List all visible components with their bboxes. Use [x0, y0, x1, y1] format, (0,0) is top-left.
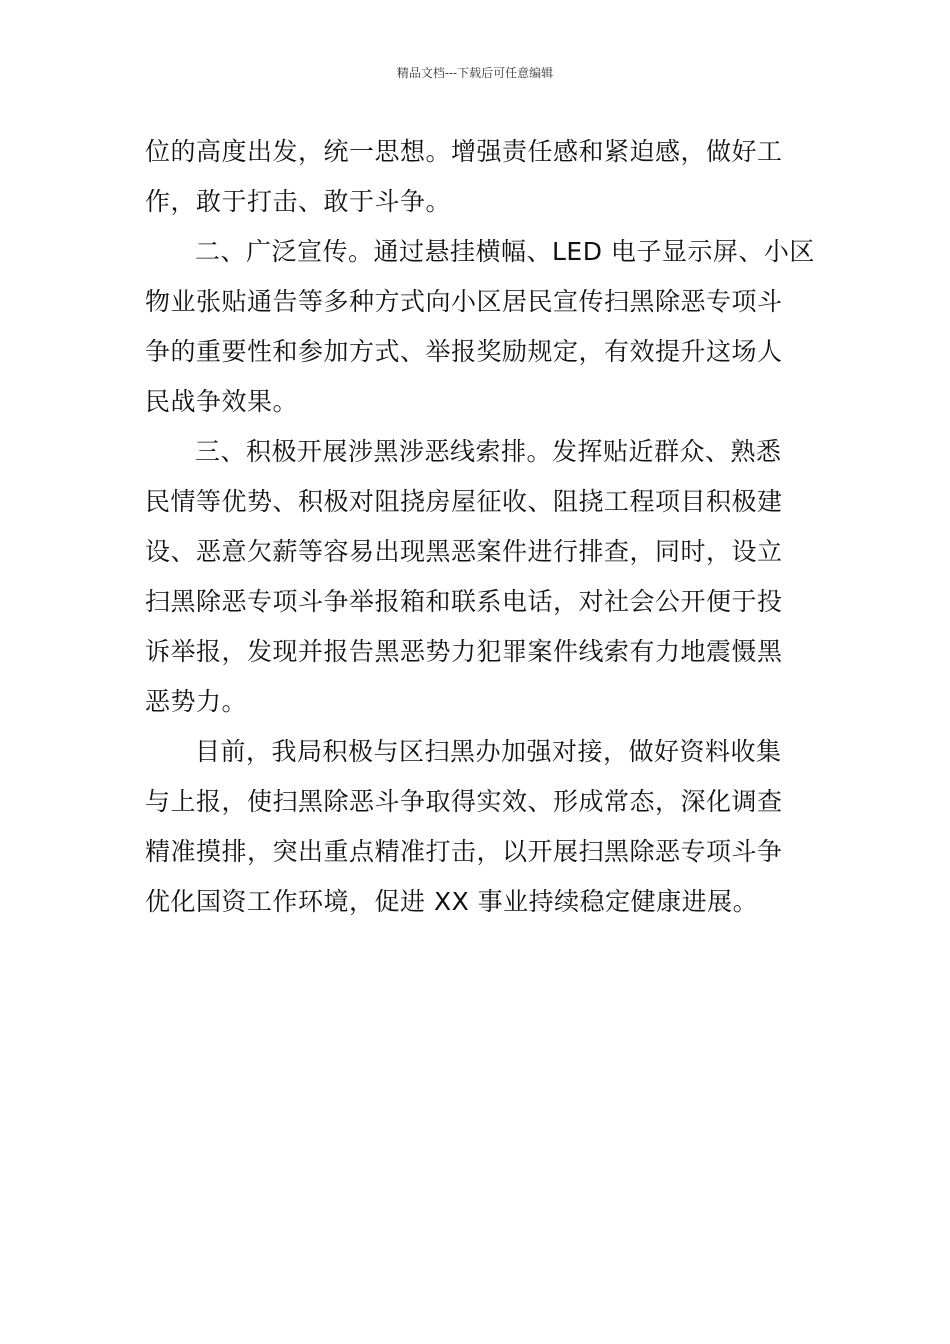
text-line: 位的高度出发，统一思想。增强责任感和紧迫感，做好工	[145, 137, 783, 166]
page-header-watermark: 精品文档---下载后可任意编辑	[396, 66, 554, 80]
text-line: 作，敢于打击、敢于斗争。	[145, 187, 452, 216]
text-line: 目前，我局积极与区扫黑办加强对接，做好资料收集	[195, 737, 782, 766]
paragraph-current-progress	[145, 727, 810, 927]
text-line: 设、恶意欠薪等容易出现黑恶案件进行排查，同时，设立	[145, 537, 783, 566]
text-line: 诉举报，发现并报告黑恶势力犯罪案件线索有力地震慑黑	[145, 637, 783, 666]
text-line: 扫黑除恶专项斗争举报箱和联系电话，对社会公开便于投	[145, 587, 783, 616]
text-line: 与上报，使扫黑除恶斗争取得实效、形成常态，深化调查	[145, 787, 783, 816]
text-line: 精准摸排，突出重点精准打击，以开展扫黑除恶专项斗争	[145, 837, 783, 866]
text-line: 争的重要性和参加方式、举报奖励规定，有效提升这场人	[145, 337, 783, 366]
text-line: 优化国资工作环境，促进 XX 事业持续稳定健康进展。	[145, 887, 759, 916]
text-line: 物业张贴通告等多种方式向小区居民宣传扫黑除恶专项斗	[145, 287, 783, 316]
paragraph-continuation	[145, 127, 810, 227]
paragraph-publicity	[145, 227, 815, 427]
text-line: 恶势力。	[145, 687, 248, 716]
document-body	[145, 127, 815, 927]
text-line: 二、广泛宣传。通过悬挂横幅、LED 电子显示屏、小区	[195, 237, 815, 266]
paragraph-clue-investigation	[145, 427, 810, 727]
text-line: 三、积极开展涉黑涉恶线索排。发挥贴近群众、熟悉	[195, 437, 782, 466]
text-line: 民战争效果。	[145, 387, 299, 416]
text-line: 民情等优势、积极对阻挠房屋征收、阻挠工程项目积极建	[145, 487, 783, 516]
